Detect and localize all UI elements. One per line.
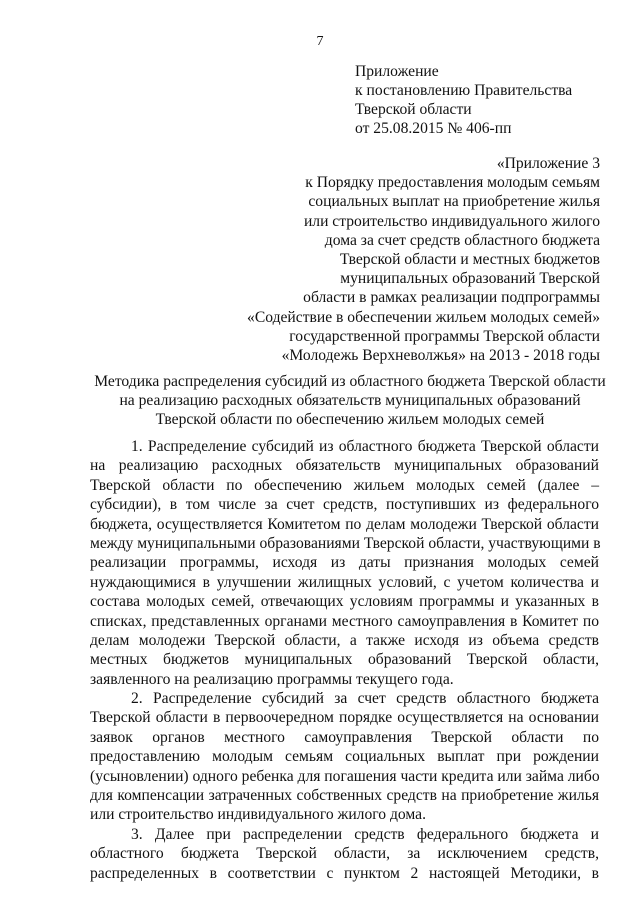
paragraph-line: между муниципальными образованиями Тверской области, участвующими в (90, 534, 601, 552)
appendix3-line: «Приложение 3 (496, 155, 600, 172)
appendix-header-line: Тверской области (355, 101, 472, 118)
appendix3-line: области в рамках реализации подпрограммы (303, 289, 600, 307)
appendix-header-line: к постановлению Правительства (355, 82, 573, 99)
appendix3-line: муниципальных образований Тверской (340, 270, 600, 288)
paragraph-line: 3. Далее при распределении средств федерального бюджета и (131, 825, 599, 843)
appendix3-line: социальных выплат на приобретение жилья (308, 193, 600, 211)
paragraph-line: состава молодых семей, отвечающих условиям программы и указанных в (90, 593, 599, 611)
appendix-header-line: Приложение (355, 63, 439, 80)
appendix3-line: государственной программы Тверской области (289, 327, 600, 345)
paragraph-line: бюджета, осуществляется Комитетом по делам молодежи Тверской области (90, 515, 599, 533)
appendix3-line: Тверской области и местных бюджетов (339, 251, 600, 269)
methodology-title-line: на реализацию расходных обязательств муниципальных образований (119, 392, 581, 409)
paragraph-line: делам молодежи Тверской области, а также исходя из объема средств (90, 631, 599, 649)
paragraph-line: реализации программы, исходя из даты признания молодых семей (90, 554, 599, 572)
paragraph-1 (90, 437, 599, 689)
appendix3-line: дома за счет средств областного бюджета (324, 231, 600, 249)
paragraph-3 (90, 825, 599, 883)
paragraph-line: (усыновлении) одного ребенка для погашения части кредита или займа либо (90, 767, 600, 785)
paragraph-line: предоставлению молодым семьям социальных выплат при рождении (90, 748, 599, 766)
paragraph-line: областного бюджета Тверской области, за исключением средств, (90, 845, 599, 863)
paragraph-line: 1. Распределение субсидий из областного бюджета Тверской области (131, 438, 599, 455)
paragraph-line: субсидии), в том числе за счет средств, поступивших из федерального (90, 496, 599, 514)
paragraph-line: местных бюджетов муниципальных образований Тверской области, (90, 651, 599, 669)
paragraph-line: распределенных в соответствии с пунктом 2 настоящей Методики, в (90, 864, 599, 882)
appendix3-line: «Молодежь Верхневолжья» на 2013 - 2018 годы (281, 347, 600, 365)
paragraph-line: на реализацию расходных обязательств муниципальных образований (90, 457, 599, 475)
paragraph-line: или строительство индивидуального жилого дома. (90, 806, 426, 824)
body-text (90, 437, 599, 883)
appendix-header (355, 62, 572, 138)
methodology-title (60, 372, 640, 429)
paragraph-2 (90, 689, 599, 825)
methodology-title-line: Методика распределения субсидий из областного бюджета Тверской области (94, 373, 606, 390)
paragraph-line: для компенсации затраченных собственных средств на приобретение жилья (90, 787, 599, 805)
appendix-header-line: от 25.08.2015 № 406-пп (355, 120, 512, 137)
appendix3-line: «Содействие в обеспечении жильем молодых семей» (247, 308, 600, 326)
appendix3-line: или строительство индивидуального жилого (303, 212, 600, 230)
paragraph-line: списках, представленных органами местного самоуправления в Комитет по (90, 612, 599, 630)
paragraph-line: Тверской области в первоочередном порядке осуществляется на основании (90, 709, 599, 727)
appendix3-line: к Порядку предоставления молодым семьям (305, 174, 600, 192)
methodology-title-line: Тверской области по обеспечению жильем молодых семей (155, 411, 545, 428)
paragraph-line: Тверской области по обеспечению жильем молодых семей (далее – (90, 476, 599, 494)
paragraph-line: заявленного на реализацию программы текущего года. (90, 670, 454, 688)
paragraph-line: заявок органов местного самоуправления Тверской области по (90, 728, 599, 746)
appendix3-block (200, 154, 600, 365)
page-number: 7 (316, 34, 324, 49)
paragraph-line: нуждающимися в улучшении жилищных условий, с учетом количества и (90, 573, 599, 591)
paragraph-line: 2. Распределение субсидий за счет средств областного бюджета (131, 690, 599, 708)
